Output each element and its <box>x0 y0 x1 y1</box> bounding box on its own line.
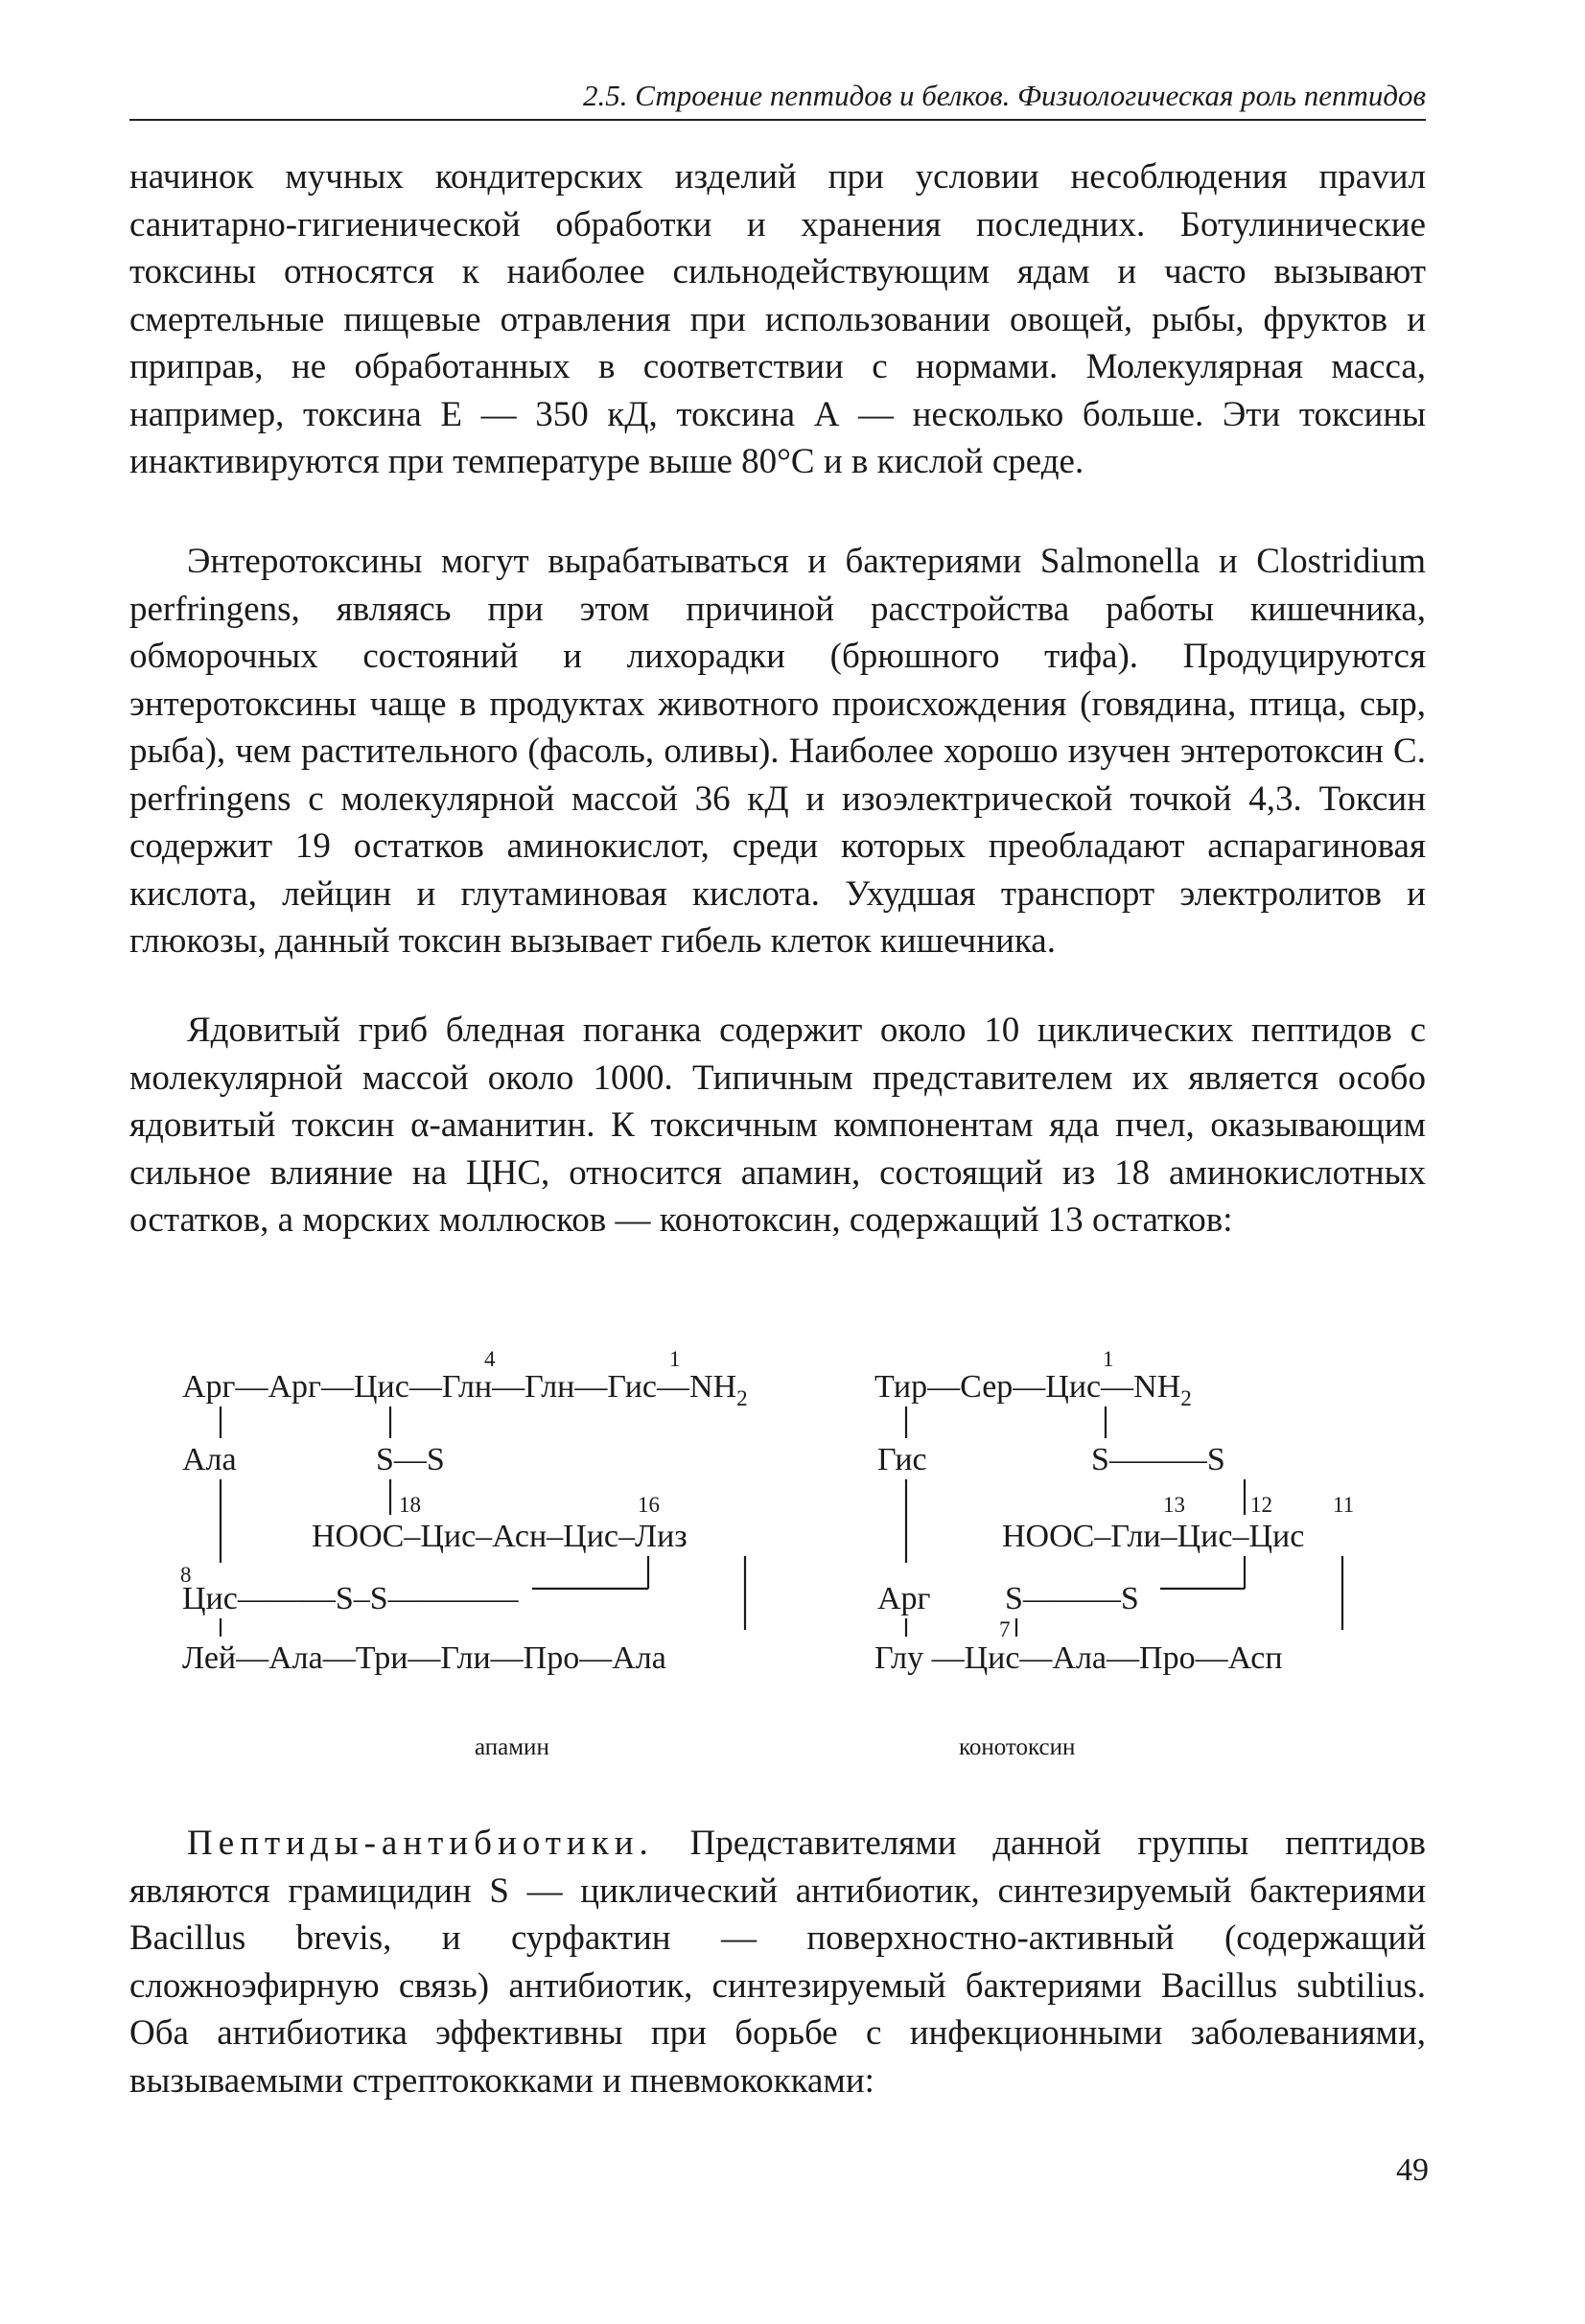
conotoxin-caption: конотоксин <box>959 1734 1076 1760</box>
page-number: 49 <box>1396 2152 1429 2188</box>
conotoxin-row-5: Глу —Цис—Ала—Про—Асп <box>874 1640 1283 1676</box>
apamin-s-s-top: S—S <box>376 1442 445 1477</box>
apamin-row-1-text: Арг—Арг—Цис—Глн—Глн—Гис—NH <box>182 1369 737 1405</box>
apamin-row-1 <box>182 1369 748 1410</box>
apamin-row-5: Лей—Ала—Три—Гли—Про—Ала <box>182 1640 666 1676</box>
antibiotic-peptides-text: Представителями данной группы пептидов являются грамицидин S — циклический антибиотик, синтезируемый бактериями Bacillus brevis, и сурфактин — поверхностно-активный (содержащий сложноэфирную связь) антибиотик, синтезируемый бактериями Bacillus subtilius. Оба антибиотика эффективны при борьбе с инфекционными заболеваниями, вызываемыми стрептококками и пневмококками: <box>129 1824 1426 2101</box>
conotoxin-row-1 <box>874 1369 1192 1410</box>
apamin-row-3: HOOC–Цис–Асн–Цис–Лиз <box>312 1519 688 1554</box>
conotoxin-s-s-mid: S———S <box>1005 1581 1139 1616</box>
apamin-cys-row: Цис———S–S———— <box>182 1581 519 1616</box>
conotoxin-arg: Арг <box>877 1581 931 1616</box>
paragraph-cyclic-peptides: Ядовитый гриб бледная поганка содержит около 10 циклических пептидов с молекулярной массой около 1000. Типичным представителем их является особо ядовитый токсин α-аманитин. К токсичным компонентам яда пчел, оказывающим сильное влияние на ЦНС, относится апамин, состоящий из 18 аминокислотных остатков, а морских моллюсков — конотоксин, содержащий 13 остатков: <box>129 1011 1426 1240</box>
conotoxin-position-1: 1 <box>1103 1347 1114 1371</box>
conotoxin-s-s-top: S———S <box>1091 1442 1225 1477</box>
running-header: 2.5. Строение пептидов и белков. Физиологическая роль пептидов <box>129 77 1426 121</box>
conotoxin-row-3: HOOC–Гли–Цис–Цис <box>1002 1519 1305 1554</box>
conotoxin-position-11: 11 <box>1333 1493 1355 1517</box>
apamin-position-16: 16 <box>638 1493 660 1517</box>
conotoxin-position-7: 7 <box>999 1617 1011 1641</box>
paragraph-antibiotic-peptides <box>129 1820 1426 2104</box>
conotoxin-position-12: 12 <box>1250 1493 1272 1517</box>
conotoxin-structure <box>874 1347 1354 1760</box>
apamin-position-4: 4 <box>484 1347 496 1371</box>
apamin-position-1: 1 <box>669 1347 681 1371</box>
apamin-structure <box>180 1347 748 1760</box>
peptide-structures-figure <box>173 1337 1419 1788</box>
conotoxin-his: Гис <box>877 1442 927 1477</box>
conotoxin-position-13: 13 <box>1163 1493 1185 1517</box>
paragraph-botulinum: начинок мучных кондитерских изделий при условии несоблюдения праvил санитарно-гигиенической обработки и хранения последних. Ботулинические токсины относятся к наиболее сильнодействующим ядам и часто вызывают смертельные пищевые отравления при использовании овощей, рыбы, фруктов и приправ, не обработанных в соответствии с нормами. Молекулярная масса, например, токсина Е — 350 кД, токсина А — несколько больше. Эти токсины инактивируются при температуре выше 80°С и в кислой среде. <box>129 157 1426 481</box>
conotoxin-row-1-text: Тир—Сер—Цис—NH <box>874 1369 1181 1405</box>
apamin-position-8: 8 <box>180 1563 192 1587</box>
conotoxin-nh2-subscript: 2 <box>1180 1386 1192 1410</box>
apamin-nh2-subscript: 2 <box>736 1386 748 1410</box>
apamin-caption: апамин <box>475 1734 549 1760</box>
paragraph-enterotoxins: Энтеротоксины могут вырабатываться и бактериями Salmonella и Clostridium perfringens, являясь при этом причиной расстройства работы кишечника, обморочных состояний и лихорадки (брюшного тифа). Продуцируются энтеротоксины чаще в продуктах животного происхождения (говядина, птица, сыр, рыба), чем растительного (фасоль, оливы). Наиболее хорошо изучен энтеротоксин C. perfringens с молекулярной массой 36 кД и изоэлектрической точкой 4,3. Токсин содержит 19 остатков аминокислот, среди которых преобладают аспарагиновая кислота, лейцин и глутаминовая кислота. Ухудшая транспорт электролитов и глюкозы, данный токсин вызывает гибель клеток кишечника. <box>129 542 1426 961</box>
antibiotic-peptides-heading: Пептиды-антибиотики. <box>187 1824 654 1863</box>
apamin-ala-left: Ала <box>182 1442 237 1477</box>
peptide-structures-svg <box>173 1337 1419 1788</box>
apamin-position-18: 18 <box>399 1493 421 1517</box>
